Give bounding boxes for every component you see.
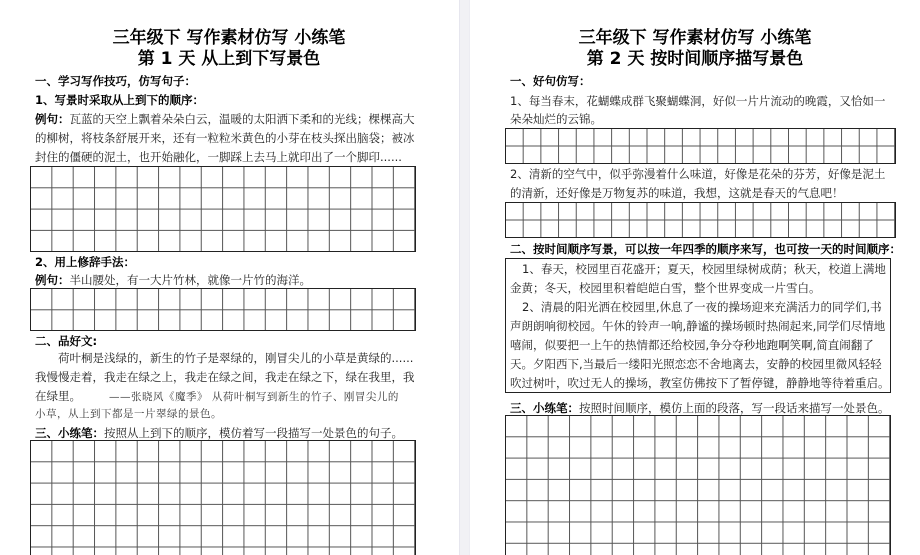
passage-line: 2、清晨的阳光洒在校园里,休息了一夜的操场迎来充满活力的同学们,书 — [522, 300, 882, 314]
writing-grid[interactable] — [30, 166, 416, 252]
example-label: 例句： — [35, 112, 70, 126]
example-label: 例句： — [35, 273, 70, 287]
example-line: 封住的僵硬的泥土，也开始融化，一脚踩上去马上就印出了一个脚印...... — [35, 150, 402, 164]
example-line: 的柳树，将枝条舒展开来，还有一粒粒米黄色的小芽在枝头探出脑袋；被冰 — [35, 131, 415, 145]
passage-line: 1、春天，校园里百花盛开；夏天，校园里绿树成荫；秋天，校道上满地 — [522, 262, 886, 276]
passage-line: 我慢慢走着，我走在绿之上，我走在绿之间，我走在绿之下，绿在我里，我 — [35, 370, 415, 384]
example-line: 例句：瓦蓝的天空上飘着朵朵白云，温暖的太阳洒下柔和的光线；棵棵高大 — [35, 112, 415, 126]
practice-prompt: 三、小练笔：按照从上到下的顺序，模仿着写一段描写一处景色的句子。 — [35, 426, 403, 440]
practice-prompt: 三、小练笔：按照时间顺序，模仿上面的段落，写一段话来描写一处景色。 — [510, 401, 890, 415]
section-heading: 一、好句仿写： — [510, 74, 591, 88]
right-page — [470, 0, 920, 555]
practice-writing-grid[interactable] — [30, 440, 416, 555]
sentence-line: 的清新，还好像是万物复苏的味道，我想，这就是春天的气息吧！ — [510, 186, 844, 200]
analysis-line: 小草，从上到下都是一片翠绿的景色。 — [35, 408, 222, 420]
worksheet-title: 三年级下 写作素材仿写 小练笔 — [112, 28, 346, 48]
sentence-line: 2、清新的空气中，似乎弥漫着什么味道，好像是花朵的芬芳，好像是泥土 — [510, 167, 886, 181]
day-title: 第 1 天 从上到下写景色 — [137, 49, 321, 69]
passage-line: 在绿里。 ——张晓风《魔季》 从荷叶桐写到新生的竹子、刚冒尖儿的 — [35, 389, 399, 403]
section-heading: 二、按时间顺序写景，可以按一年四季的顺序来写，也可按一天的时间顺序： — [510, 242, 901, 256]
item-heading: 2、用上修辞手法： — [35, 255, 136, 269]
example-line: 例句：半山腰处，有一大片竹林，就像一片竹的海洋。 — [35, 273, 311, 287]
citation: ——张晓风《魔季》 从荷叶桐写到新生的竹子、刚冒尖儿的 — [109, 391, 399, 403]
page-gap — [459, 0, 470, 555]
writing-grid[interactable] — [505, 128, 896, 164]
passage-line: 金黄；冬天，校园里积着皑皑白雪，整个世界变成一片雪白。 — [510, 281, 821, 295]
practice-writing-grid[interactable] — [505, 415, 891, 555]
worksheet-title: 三年级下 写作素材仿写 小练笔 — [578, 28, 812, 48]
sentence-line: 朵朵灿烂的云锦。 — [510, 112, 602, 126]
passage-line: 荷叶桐是浅绿的，新生的竹子是翠绿的，刚冒尖儿的小草是黄绿的...... — [58, 351, 414, 365]
section-heading: 二、品好文: — [35, 334, 98, 348]
passage-line: 声朗朗响彻校园。午休的铃声一响,静谧的操场顿时热闹起来,同学们尽情地 — [510, 319, 886, 333]
passage-line: 天。夕阳西下,当最后一缕阳光照恋恋不舍地离去，安静的校园里微风轻轻 — [510, 357, 882, 371]
writing-grid[interactable] — [505, 202, 896, 238]
passage-line: 吹过树叶，吹过无人的操场，教室仿佛按下了暂停键，静静地等待着重启。 — [510, 376, 890, 390]
section-heading: 一、学习写作技巧，仿写句子： — [35, 74, 196, 88]
left-page — [0, 0, 458, 555]
sentence-line: 1、每当春末，花蝴蝶成群飞聚蝴蝶洞，好似一片片流动的晚霞，又恰如一 — [510, 94, 886, 108]
passage-line: 嘻闹，似要把一上午的热情都还给校园,争分夺秒地跑啊笑啊,简直闹翻了 — [510, 338, 874, 352]
writing-grid[interactable] — [30, 288, 416, 331]
item-heading: 1、写景时采取从上到下的顺序： — [35, 93, 204, 107]
day-title: 第 2 天 按时间顺序描写景色 — [586, 49, 804, 69]
